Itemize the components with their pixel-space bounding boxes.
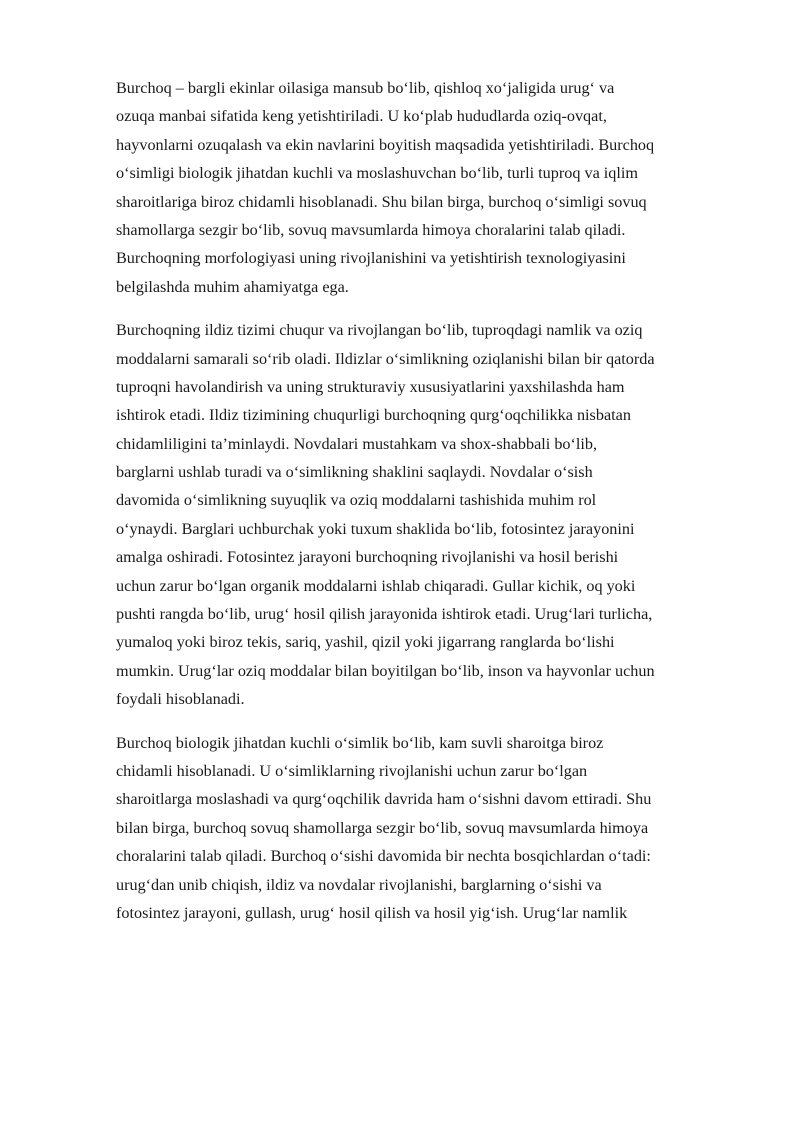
text-line: choralarini talab qiladi. Burchoq o‘sishi davomida bir nechta bosqichlardan o‘tadi:	[116, 847, 651, 866]
text-line: chidamliligini ta’minlaydi. Novdalari mustahkam va shox-shabbali bo‘lib,	[116, 434, 598, 453]
text-line: Burchoqning ildiz tizimi chuqur va rivojlangan bo‘lib, tuproqdagi namlik va oziq	[116, 321, 643, 340]
text-line: sharoitlariga biroz chidamli hisoblanadi. Shu bilan birga, burchoq o‘simligi sovuq	[116, 192, 647, 211]
document-body	[116, 74, 744, 942]
text-line: Burchoq – bargli ekinlar oilasiga mansub bo‘lib, qishloq xo‘jaligida urug‘ va	[116, 79, 615, 97]
text-line: shamollarga sezgir bo‘lib, sovuq mavsumlarda himoya choralarini talab qiladi.	[116, 220, 626, 239]
text-line: mumkin. Urug‘lar oziq moddalar bilan boyitilgan bo‘lib, inson va hayvonlar uchun	[116, 661, 655, 680]
text-line: uchun zarur bo‘lgan organik moddalarni ishlab chiqaradi. Gullar kichik, oq yoki	[116, 576, 636, 595]
text-line: chidamli hisoblanadi. U o‘simliklarning rivojlanishi uchun zarur bo‘lgan	[116, 761, 588, 780]
text-line: Burchoq biologik jihatdan kuchli o‘simlik bo‘lib, kam suvli sharoitga biroz	[116, 733, 604, 752]
text-line: ishtirok etadi. Ildiz tizimining chuqurligi burchoqning qurg‘oqchilikka nisbatan	[116, 406, 631, 425]
text-line: fotosintez jarayoni, gullash, urug‘ hosil qilish va hosil yig‘ish. Urug‘lar namlik	[116, 903, 628, 922]
text-line: yumaloq yoki biroz tekis, sariq, yashil, qizil yoki jigarrang ranglarda bo‘lishi	[116, 633, 615, 652]
text-line: pushti rangda bo‘lib, urug‘ hosil qilish jarayonida ishtirok etadi. Urug‘lari turlicha,	[116, 605, 653, 624]
paragraph-2	[116, 316, 744, 713]
text-line: moddalarni samarali so‘rib oladi. Ildizlar o‘simlikning oziqlanishi bilan bir qatorda	[116, 349, 655, 368]
text-line: foydali hisoblanadi.	[116, 690, 245, 709]
paragraph-1	[116, 74, 744, 301]
text-line: ozuqa manbai sifatida keng yetishtiriladi. U ko‘plab hududlarda oziq-ovqat,	[116, 107, 607, 126]
text-line: o‘simligi biologik jihatdan kuchli va moslashuvchan bo‘lib, turli tuproq va iqlim	[116, 164, 638, 183]
text-line: barglarni ushlab turadi va o‘simlikning shaklini saqlaydi. Novdalar o‘sish	[116, 463, 593, 482]
paragraph-3	[116, 729, 744, 928]
text-line: sharoitlarga moslashadi va qurg‘oqchilik davrida ham o‘sishni davom ettiradi. Shu	[116, 790, 652, 809]
text-line: bilan birga, burchoq sovuq shamollarga sezgir bo‘lib, sovuq mavsumlarda himoya	[116, 818, 649, 837]
text-line: tuproqni havolandirish va uning strukturaviy xususiyatlarini yaxshilashda ham	[116, 377, 625, 396]
text-line: belgilashda muhim ahamiyatga ega.	[116, 277, 349, 296]
text-line: hayvonlarni ozuqalash va ekin navlarini boyitish maqsadida yetishtiriladi. Burchoq	[116, 135, 655, 154]
text-line: davomida o‘simlikning suyuqlik va oziq moddalarni tashishida muhim rol	[116, 491, 597, 510]
text-line: o‘ynaydi. Barglari uchburchak yoki tuxum shaklida bo‘lib, fotosintez jarayonini	[116, 519, 635, 538]
text-line: amalga oshiradi. Fotosintez jarayoni burchoqning rivojlanishi va hosil berishi	[116, 548, 619, 567]
text-line: Burchoqning morfologiyasi uning rivojlanishini va yetishtirish texnologiyasini	[116, 249, 626, 268]
text-line: urug‘dan unib chiqish, ildiz va novdalar rivojlanishi, barglarning o‘sishi va	[116, 875, 602, 894]
